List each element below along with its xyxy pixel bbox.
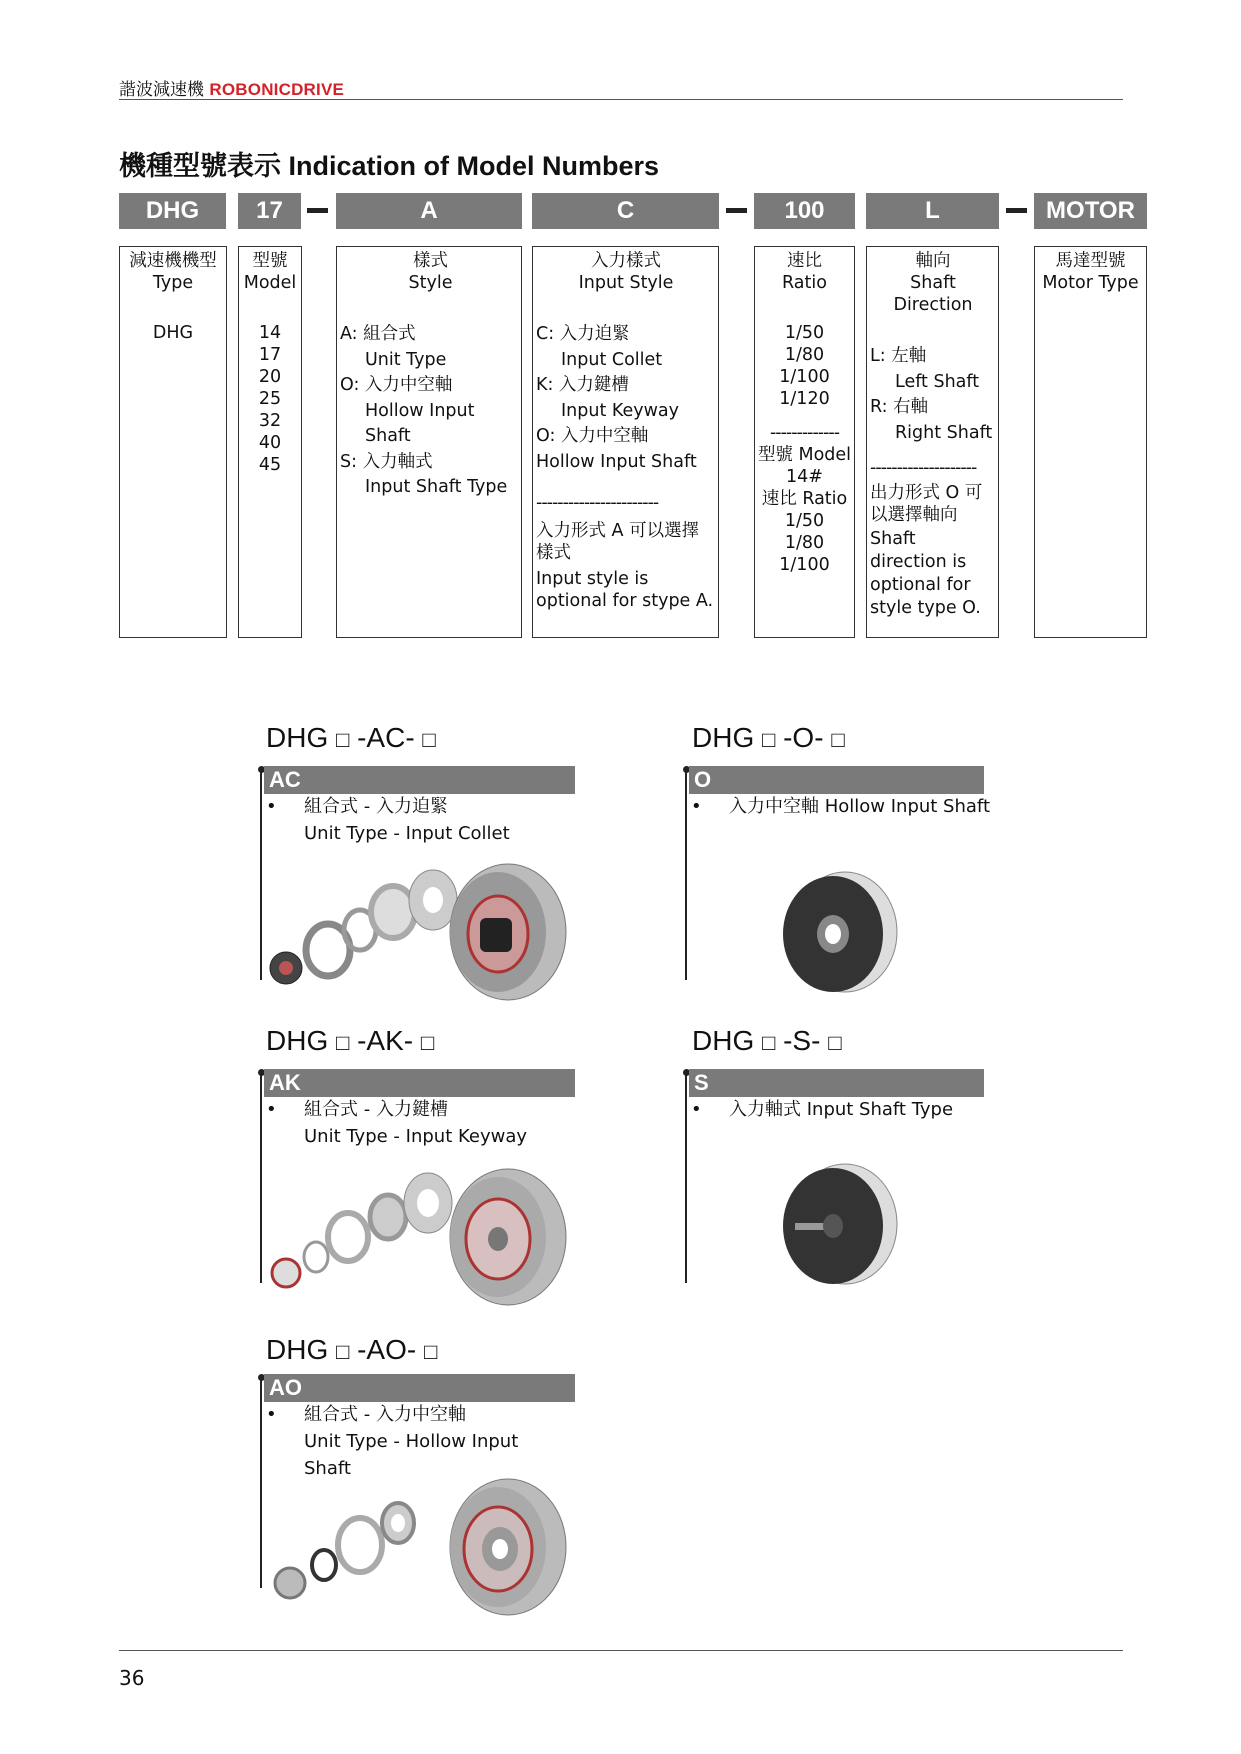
tag-s: S xyxy=(689,1069,984,1097)
tag-ak: AK xyxy=(264,1069,575,1097)
tag-o: O xyxy=(689,766,984,794)
product-image-ao xyxy=(268,1475,568,1625)
tag-ao: AO xyxy=(264,1374,575,1402)
exploded-parts xyxy=(270,870,457,984)
box-style: 樣式 Style A: 組合式 Unit Type O: 入力中空軸 Hollow Input Shaft S: 入力軸式 Input Shaft Type xyxy=(336,246,522,638)
section-rule xyxy=(260,1376,262,1588)
page-title: 機種型號表示 Indication of Model Numbers xyxy=(119,151,660,181)
code-dash xyxy=(1006,208,1027,213)
running-header xyxy=(119,75,344,100)
section-rule xyxy=(260,768,262,980)
section-title-ak: DHG □ -AK- □ xyxy=(266,1025,435,1056)
header-rule xyxy=(119,99,1123,100)
tag-ac: AC xyxy=(264,766,575,794)
code-motor: MOTOR xyxy=(1034,193,1147,229)
section-desc-o: • 入力中空軸 Hollow Input Shaft xyxy=(691,796,990,817)
section-rule xyxy=(685,768,687,980)
box-input: 入力樣式 Input Style C: 入力迫緊 Input Collet K: 入力鍵槽 Input Keyway O: 入力中空軸 Hollow Input Shaft ----------------------- 入力形式 A 可以選擇樣式 Input style is optional for stype A. xyxy=(532,246,719,638)
code-shaft: L xyxy=(866,193,999,229)
page-number: 36 xyxy=(119,1666,145,1690)
header-zh: 諧波減速機 xyxy=(119,80,204,100)
code-dash xyxy=(307,208,328,213)
box-model: 型號 Model 14 17 20 25 32 40 45 xyxy=(238,246,302,638)
box-ratio: 速比 Ratio 1/50 1/80 1/100 1/120 ------------- 型號 Model 14# 速比 Ratio 1/50 1/80 1/100 xyxy=(754,246,855,638)
section-desc-ao: • 組合式 - 入力中空軸 Unit Type - Hollow Input Shaft xyxy=(266,1404,519,1479)
section-desc-ac: • 組合式 - 入力迫緊 Unit Type - Input Collet xyxy=(266,796,510,844)
section-rule xyxy=(260,1071,262,1283)
footer-rule xyxy=(119,1650,1123,1651)
section-rule xyxy=(685,1071,687,1283)
box-type: 減速機機型 Type DHG xyxy=(119,246,227,638)
box-shaft: 軸向 Shaft Direction L: 左軸 Left Shaft R: 右軸 Right Shaft -------------------- 出力形式 O 可以選擇軸向 Shaft direction is optional for style type O. xyxy=(866,246,999,638)
section-desc-ak: • 組合式 - 入力鍵槽 Unit Type - Input Keyway xyxy=(266,1099,528,1147)
product-image-ak xyxy=(268,1165,568,1315)
code-ratio: 100 xyxy=(754,193,855,229)
code-dash xyxy=(726,208,747,213)
box-motor: 馬達型號 Motor Type xyxy=(1034,246,1147,638)
product-image-s xyxy=(775,1160,905,1290)
product-image-o xyxy=(775,868,905,998)
reducer-body xyxy=(450,864,566,1000)
code-type: DHG xyxy=(119,193,226,229)
section-title-ac: DHG □ -AC- □ xyxy=(266,722,436,753)
code-model: 17 xyxy=(238,193,301,229)
section-title-ao: DHG □ -AO- □ xyxy=(266,1334,438,1365)
section-title-o: DHG □ -O- □ xyxy=(692,722,845,753)
section-title-s: DHG □ -S- □ xyxy=(692,1025,842,1056)
brand-logo: ROBONICDRIVE xyxy=(209,80,345,99)
code-style: A xyxy=(336,193,522,229)
code-input: C xyxy=(532,193,719,229)
section-desc-s: • 入力軸式 Input Shaft Type xyxy=(691,1099,954,1120)
product-image-ac xyxy=(268,860,568,1010)
